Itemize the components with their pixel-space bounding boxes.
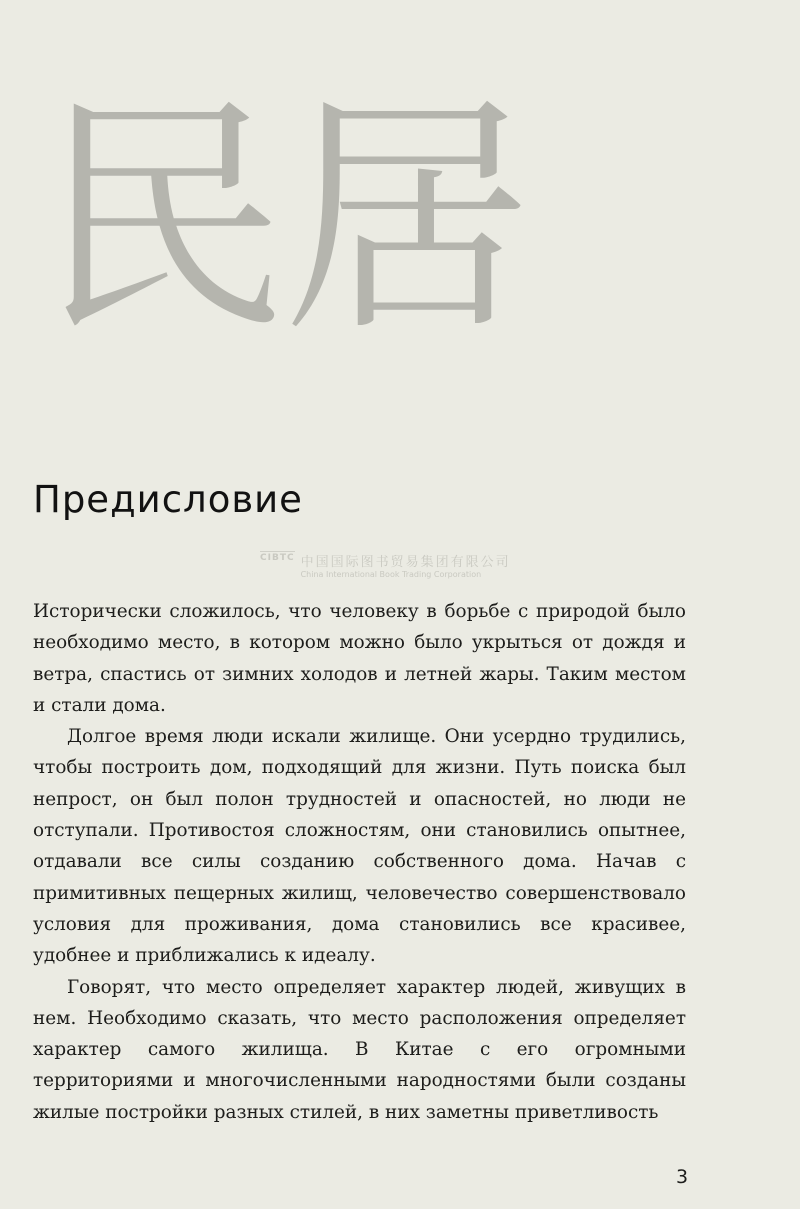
- publisher-watermark: [260, 551, 511, 579]
- paragraph: Говорят, что место определяет характер людей, живущих в нем. Необходимо сказать, что место расположения определяет характер самого жилища. В Китае с его огромными территориями и многочисленными народностями были созданы жилые постройки разных стилей, в них заметны приветливость: [33, 976, 686, 1123]
- chapter-heading: Предисловие: [33, 478, 303, 521]
- body-text: [33, 596, 686, 1128]
- paragraph: Долгое время люди искали жилище. Они усердно трудились, чтобы построить дом, подходящий для жизни. Путь поиска был непрост, он был полон трудностей и опасностей, но люди не отступали. Противостоя сложностям, они становились опытнее, отдавали все силы созданию собственного дома. Начав с примитивных пещерных жилищ, человечество совершенствовало условия для проживания, дома становились все красивее, удобнее и приближались к идеалу.: [33, 726, 686, 967]
- decorative-chinese-characters: 民居: [38, 74, 526, 365]
- publisher-name-english: China International Book Trading Corporation: [300, 570, 482, 579]
- publisher-name-chinese: 中国国际图书贸易集团有限公司: [300, 555, 511, 570]
- publisher-logo: CIBTC: [260, 553, 295, 563]
- page-number: 3: [676, 1166, 689, 1188]
- paragraph: Исторически сложилось, что человеку в борьбе с природой было необходимо место, в котором можно было укрыться от дождя и ветра, спастись от зимних холодов и летней жары. Таким местом и стали дома.: [33, 601, 686, 716]
- publisher-watermark-text: [301, 551, 511, 579]
